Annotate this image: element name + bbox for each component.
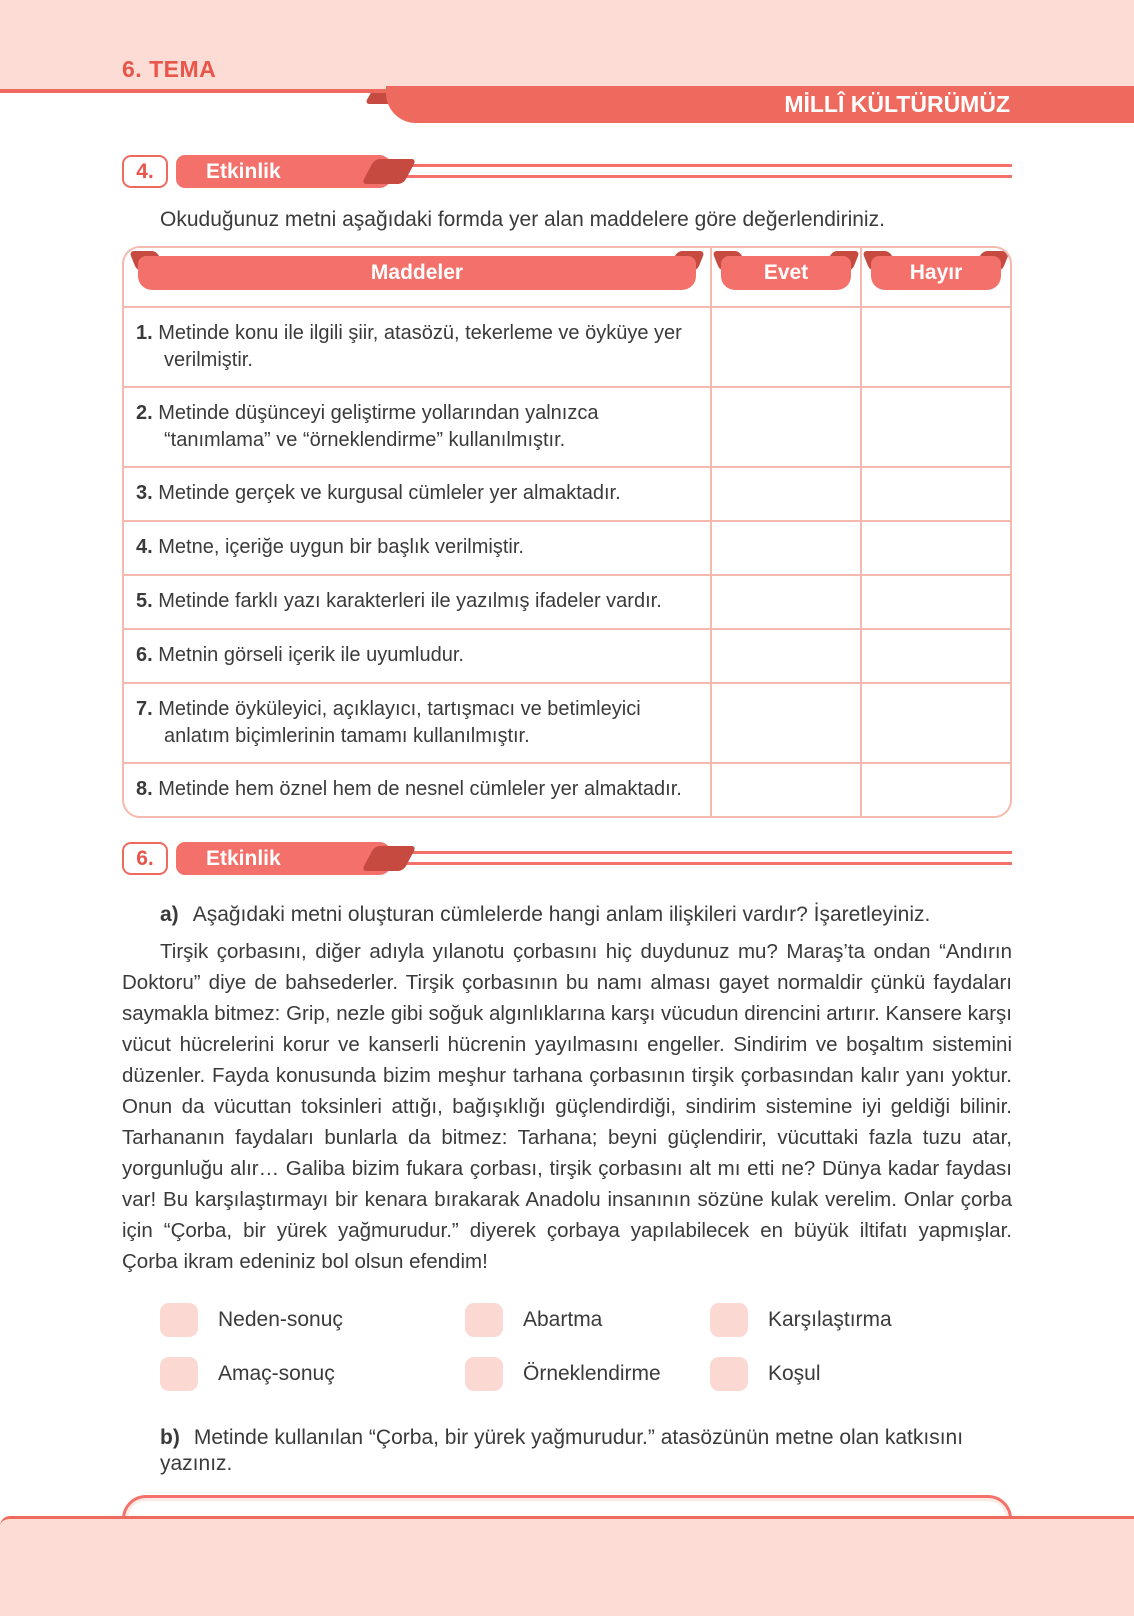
evet-cell-7[interactable]: [710, 684, 860, 762]
statement-3-text: Metinde gerçek ve kurgusal cümleler yer almaktadır.: [158, 482, 621, 504]
statement-6: [124, 630, 710, 682]
option-orneklendirme: [465, 1357, 710, 1391]
statement-1: [124, 308, 710, 386]
option-label: Örneklendirme: [523, 1362, 661, 1385]
statement-2-text: Metinde düşünceyi geliştirme yollarından yalnızca “tanımlama” ve “örneklendirme” kullanılmıştır.: [158, 402, 599, 451]
hayir-cell-7[interactable]: [860, 684, 1010, 762]
statement-4-number: 4.: [136, 536, 153, 558]
activity4-decor-lines: [372, 164, 1012, 178]
table-row: [124, 682, 1010, 762]
theme-label: 6. TEMA: [122, 56, 217, 82]
checkbox-kosul[interactable]: [710, 1357, 748, 1391]
evet-cell-4[interactable]: [710, 522, 860, 574]
evaluation-table: [122, 246, 1012, 818]
checkbox-neden-sonuc[interactable]: [160, 1303, 198, 1337]
activity4-label-banner: [176, 155, 392, 188]
footer-pink-band: [0, 1516, 1134, 1616]
part-b-line: [122, 1425, 1012, 1477]
statement-5-text: Metinde farklı yazı karakterleri ile yazılmış ifadeler vardır.: [158, 590, 662, 612]
evet-header-cell: [710, 248, 860, 306]
checkbox-karsilastirma[interactable]: [710, 1303, 748, 1337]
statement-3-number: 3.: [136, 482, 153, 504]
table-row: [124, 466, 1010, 520]
reading-passage: Tirşik çorbasını, diğer adıyla yılanotu çorbasını hiç duydunuz mu? Maraş’ta ondan “Andırın Doktoru” diye de bahsederler. Tirşik çorbasının bu namı alması gayet normaldir çünkü faydaları saymakla bitmez: Grip, nezle gibi soğuk algınlıklarına karşı vücudun direncini artırır. Kansere karşı vücut hücrelerini korur ve kanserli hücrenin yayılmasını engeller. Sindirim ve boşaltım sistemini düzenler. Fayda konusunda bizim meşhur tarhana çorbasının tirşik çorbasından kalır yanı yoktur. Onun da vücuttan toksinleri attığı, bağışıklığı güçlendirdiği, sindirim sistemine iyi geldiği bilinir. Tarhananın faydaları bunlarla da bitmez: Tarhana; beyni güçlendirir, vücuttaki fazla tuzu atar, yorgunluğu alır… Galiba bizim fukara çorbası, tirşik çorbasını alt mı etti ne? Dünya kadar faydası var! Bu karşılaştırmayı bir kenara bırakarak Anadolu insanının sözüne kulak verelim. Onlar çorba için “Çorba, bir yürek yağmurudur.” diyerek çorbaya yapılabilecek en büyük iltifatı yapmışlar. Çorba ikram edeniniz bol olsun efendim!: [122, 940, 1012, 1273]
relation-options: [160, 1303, 1012, 1391]
table-row: [124, 306, 1010, 386]
statement-3: [124, 468, 710, 520]
hayir-ribbon: Hayır: [871, 256, 1001, 290]
activity6-number-badge: 6.: [122, 842, 168, 875]
theme-title: MİLLÎ KÜLTÜRÜMÜZ: [784, 91, 1010, 117]
option-label: Neden-sonuç: [218, 1308, 343, 1331]
activity4-label: Etkinlik: [206, 160, 281, 183]
hayir-cell-4[interactable]: [860, 522, 1010, 574]
table-row: [124, 628, 1010, 682]
hayir-header-cell: [860, 248, 1010, 306]
option-label: Karşılaştırma: [768, 1308, 892, 1331]
option-karsilastirma: [710, 1303, 1010, 1337]
part-b-label: b): [160, 1426, 180, 1449]
part-a-instruction: Aşağıdaki metni oluşturan cümlelerde hangi anlam ilişkileri vardır? İşaretleyiniz.: [192, 903, 931, 926]
option-amac-sonuc: [160, 1357, 465, 1391]
statement-8: [124, 764, 710, 816]
part-a-line: [122, 902, 1012, 928]
statement-8-text: Metinde hem öznel hem de nesnel cümleler yer almaktadır.: [158, 778, 682, 800]
evet-cell-8[interactable]: [710, 764, 860, 816]
activity6-label: Etkinlik: [206, 847, 281, 870]
statement-5-number: 5.: [136, 590, 153, 612]
activity4-number-badge: 4.: [122, 155, 168, 188]
table-row: [124, 386, 1010, 466]
activity6-label-banner: [176, 842, 392, 875]
statement-6-text: Metnin görseli içerik ile uyumludur.: [158, 644, 464, 666]
part-b-instruction: Metinde kullanılan “Çorba, bir yürek yağmurudur.” atasözünün metne olan katkısını yazınız.: [160, 1426, 964, 1475]
page-header: [0, 0, 1134, 122]
table-row: [124, 574, 1010, 628]
hayir-cell-1[interactable]: [860, 308, 1010, 386]
evet-cell-6[interactable]: [710, 630, 860, 682]
checkbox-orneklendirme[interactable]: [465, 1357, 503, 1391]
statement-7-text: Metinde öyküleyici, açıklayıcı, tartışmacı ve betimleyici anlatım biçimlerinin tamamı kullanılmıştır.: [158, 698, 641, 747]
statement-2: [124, 388, 710, 466]
checkbox-abartma[interactable]: [465, 1303, 503, 1337]
option-label: Koşul: [768, 1362, 821, 1385]
statement-1-text: Metinde konu ile ilgili şiir, atasözü, tekerleme ve öyküye yer verilmiştir.: [158, 322, 682, 371]
activity4-header: [122, 155, 1012, 189]
statement-2-number: 2.: [136, 402, 153, 424]
table-row: [124, 520, 1010, 574]
evet-cell-2[interactable]: [710, 388, 860, 466]
option-label: Amaç-sonuç: [218, 1362, 335, 1385]
evet-cell-3[interactable]: [710, 468, 860, 520]
evet-ribbon: Evet: [721, 256, 851, 290]
activity6-decor-lines: [372, 851, 1012, 865]
statement-5: [124, 576, 710, 628]
statement-1-number: 1.: [136, 322, 153, 344]
hayir-cell-8[interactable]: [860, 764, 1010, 816]
statement-8-number: 8.: [136, 778, 153, 800]
table-row: [124, 762, 1010, 816]
checkbox-amac-sonuc[interactable]: [160, 1357, 198, 1391]
statement-7-number: 7.: [136, 698, 153, 720]
hayir-cell-2[interactable]: [860, 388, 1010, 466]
evet-cell-5[interactable]: [710, 576, 860, 628]
option-abartma: [465, 1303, 710, 1337]
maddeler-ribbon: Maddeler: [138, 256, 696, 290]
option-neden-sonuc: [160, 1303, 465, 1337]
hayir-cell-3[interactable]: [860, 468, 1010, 520]
hayir-cell-6[interactable]: [860, 630, 1010, 682]
statement-7: [124, 684, 710, 762]
option-kosul: [710, 1357, 1010, 1391]
statement-4: [124, 522, 710, 574]
option-label: Abartma: [523, 1308, 603, 1331]
maddeler-header-cell: [124, 248, 710, 306]
part-a-label: a): [160, 903, 179, 926]
table-header-row: [124, 248, 1010, 306]
evet-cell-1[interactable]: [710, 308, 860, 386]
activity4-instruction: Okuduğunuz metni aşağıdaki formda yer alan maddelere göre değerlendiriniz.: [160, 208, 885, 231]
theme-title-band: [386, 86, 1134, 123]
activity6-header: [122, 842, 1012, 876]
statement-4-text: Metne, içeriğe uygun bir başlık verilmiştir.: [158, 536, 524, 558]
statement-6-number: 6.: [136, 644, 153, 666]
hayir-cell-5[interactable]: [860, 576, 1010, 628]
